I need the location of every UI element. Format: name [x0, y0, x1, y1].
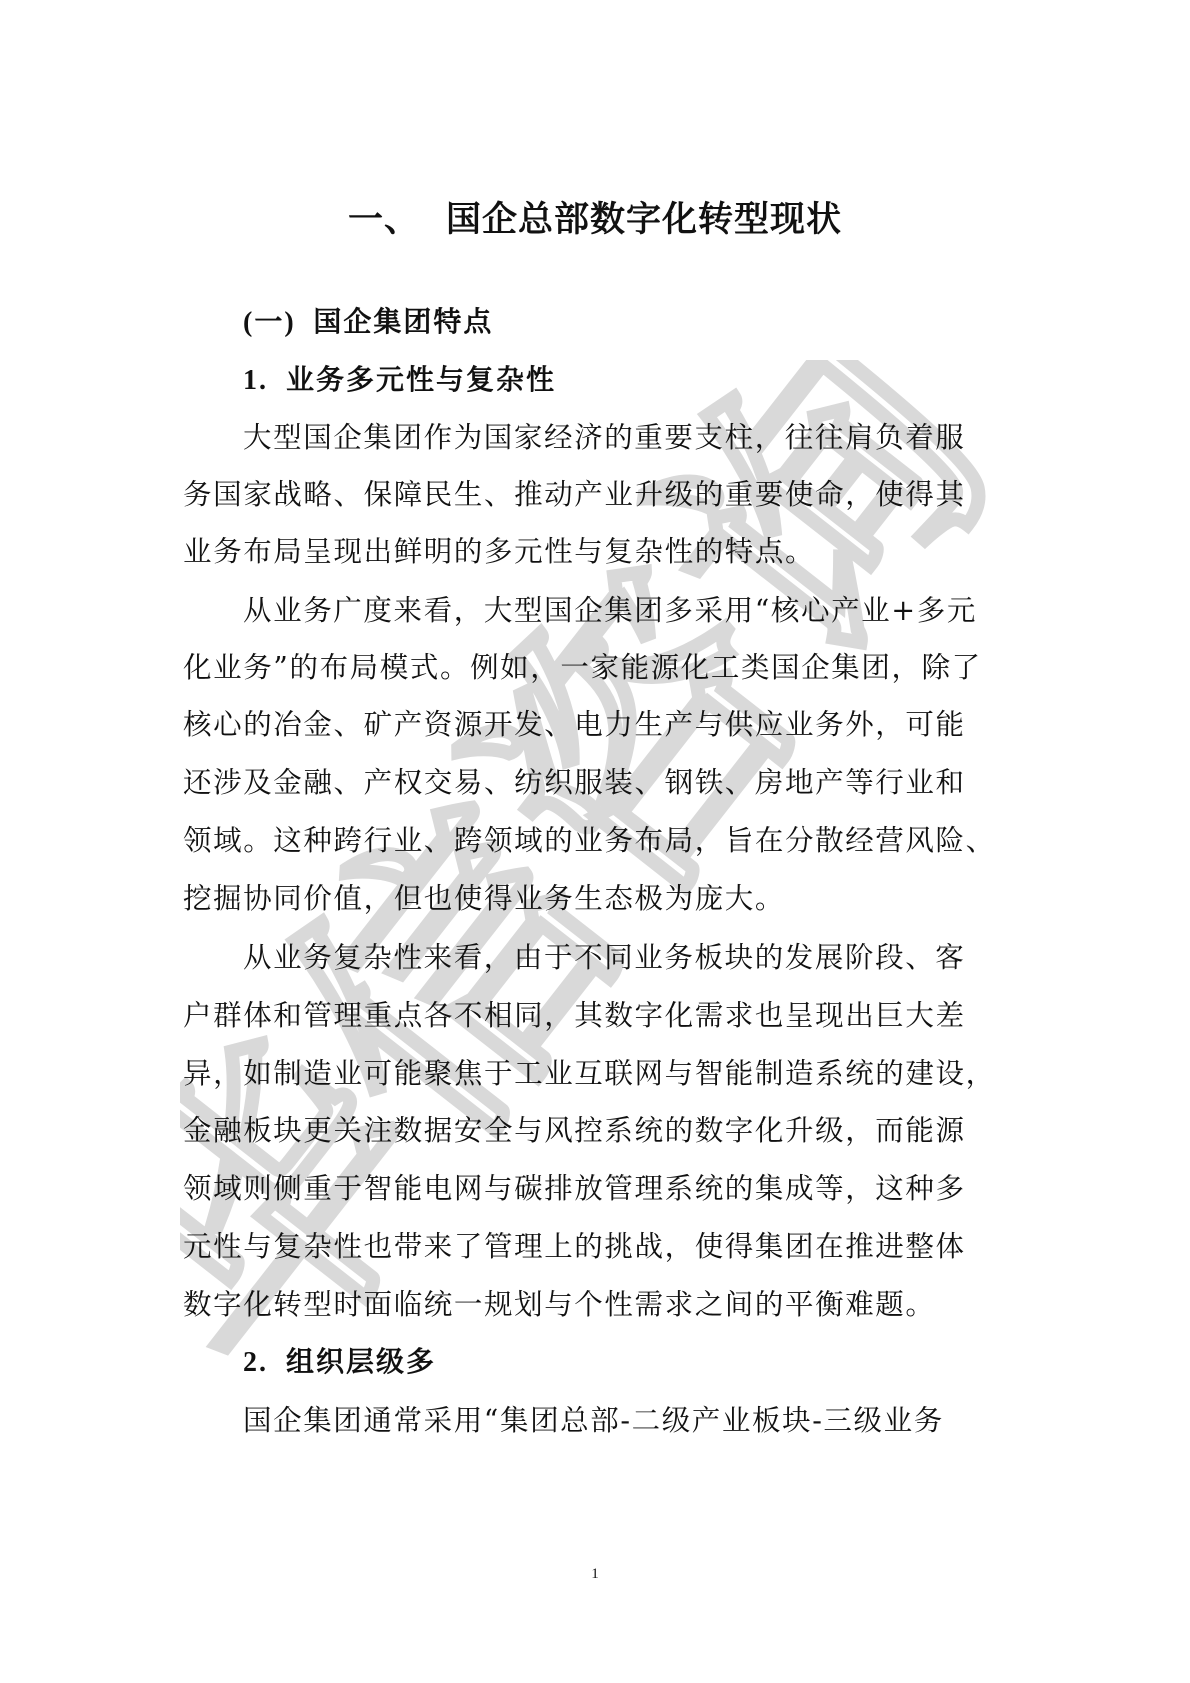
paragraph-line: 户群体和管理重点各不相同，其数字化需求也呈现出巨大差 — [183, 999, 966, 1032]
watermark-text: 华信咨询 — [180, 360, 1056, 1410]
title-text: 国企总部数字化转型现状 — [446, 200, 843, 240]
paragraph-line: 从业务广度来看，大型国企集团多采用“核心产业+多元 — [243, 594, 977, 627]
section-title: 国企集团特点 — [313, 305, 494, 338]
paragraph-line: 国企集团通常采用“集团总部-二级产业板块-三级业务 — [243, 1404, 944, 1437]
paragraph-line: 金融板块更关注数据安全与风控系统的数字化升级，而能源 — [183, 1114, 966, 1147]
paragraph-line: 从业务复杂性来看，由于不同业务板块的发展阶段、客 — [243, 941, 966, 974]
title-number: 一、 — [347, 200, 420, 240]
paragraph-line: 数字化转型时面临统一规划与个性需求之间的平衡难题。 — [183, 1288, 936, 1321]
paragraph-line: 核心的冶金、矿产资源开发、电力生产与供应业务外，可能 — [183, 708, 966, 741]
subsection-2-title: 组织层级多 — [286, 1345, 437, 1378]
page-number: 1 — [591, 1566, 599, 1582]
paragraph-line: 大型国企集团作为国家经济的重要支柱，往往肩负着服 — [243, 421, 966, 454]
paragraph-line: 务国家战略、保障民生、推动产业升级的重要使命，使得其 — [183, 478, 966, 511]
subsection-1-number: 1. — [243, 365, 268, 396]
paragraph-line: 领域。这种跨行业、跨领域的业务布局，旨在分散经营风险、 — [183, 824, 996, 857]
paragraph-line: 化业务”的布局模式。例如，一家能源化工类国企集团，除了 — [183, 651, 982, 684]
paragraph-line: 挖掘协同价值，但也使得业务生态极为庞大。 — [183, 882, 786, 915]
section-heading — [243, 300, 493, 340]
paragraph-line: 还涉及金融、产权交易、纺织服装、钢铁、房地产等行业和 — [183, 766, 966, 799]
paragraph-line: 业务布局呈现出鲜明的多元性与复杂性的特点。 — [183, 535, 816, 568]
subsection-2-number: 2. — [243, 1347, 268, 1378]
subsection-heading-2 — [243, 1340, 436, 1380]
paragraph-line: 领域则侧重于智能电网与碳排放管理系统的集成等，这种多 — [183, 1172, 966, 1205]
document-title — [0, 192, 1190, 242]
paragraph-line: 元性与复杂性也带来了管理上的挑战，使得集团在推进整体 — [183, 1230, 966, 1263]
subsection-heading-1 — [243, 358, 556, 398]
subsection-1-title: 业务多元性与复杂性 — [286, 363, 557, 396]
paragraph-line: 异，如制造业可能聚焦于工业互联网与智能制造系统的建设， — [183, 1057, 996, 1090]
section-number: (一) — [243, 307, 296, 338]
